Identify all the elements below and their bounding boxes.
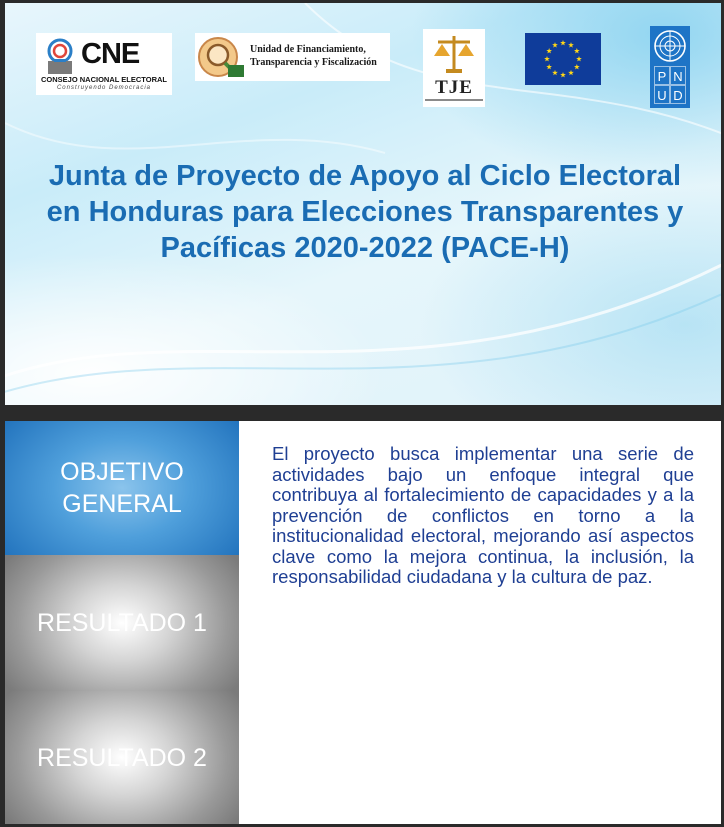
objective-description: El proyecto busca implementar una serie de actividades bajo un enfoque integral que contribuya al fortalecimiento de capacidades y a la prevención de conflictos en torno a la institucionalidad electoral, mejorando así aspectos clave como la mejora continua, la inclusión, la responsabilidad ciudadana y la cultura de paz. [272, 443, 694, 587]
pnud-logo [650, 26, 690, 108]
cne-logo [36, 33, 172, 95]
objetivo-general-tile [5, 421, 239, 555]
ufs-logo-text [250, 43, 388, 69]
resultado-1-tile [5, 555, 239, 691]
tje-logo-underline [425, 99, 483, 101]
resultado-1-label: RESULTADO 1 [37, 609, 207, 637]
eu-star [552, 70, 558, 75]
objetivo-general-label: OBJETIVO GENERAL [60, 458, 184, 518]
eu-star [576, 56, 582, 61]
eu-flag-icon [525, 33, 601, 85]
resultado-2-label: RESULTADO 2 [37, 743, 207, 772]
ufs-logo-line1: Unidad de Financiamiento, [250, 44, 366, 55]
tje-logo [423, 29, 485, 107]
eu-star [560, 40, 566, 45]
cne-logo-tagline: Construyendo Democracia [56, 85, 152, 91]
eu-star [568, 42, 574, 47]
eu-star [568, 70, 574, 75]
objective-slide [5, 421, 721, 824]
eu-star [552, 42, 558, 47]
slide-title: Junta de Proyecto de Apoyo al Ciclo Electoral en Honduras para Elecciones Transparentes y Pacíficas 2020-2022 (PACE-H) [46, 160, 684, 264]
pnud-letter-n: N [670, 66, 686, 85]
pnud-letter-p: P [654, 66, 670, 85]
eu-star [574, 64, 580, 69]
pnud-letters [654, 66, 686, 104]
magnifier-seal-icon [198, 35, 246, 79]
eu-star [546, 48, 552, 53]
title-slide [5, 3, 721, 405]
tje-logo-name: TJE [435, 77, 473, 98]
pnud-letter-u: U [654, 85, 670, 104]
ufs-logo [195, 33, 390, 81]
scales-of-justice-icon [432, 32, 476, 76]
cne-logo-subtitle: CONSEJO NACIONAL ELECTORAL [41, 75, 167, 84]
resultado-2-tile [5, 691, 239, 824]
eu-star [546, 64, 552, 69]
eu-star [560, 72, 566, 77]
un-emblem-icon [653, 29, 687, 63]
cne-logo-name: CNE [81, 38, 140, 70]
pnud-letter-d: D [670, 85, 686, 104]
ufs-logo-line2: Transparencia y Fiscalización [250, 57, 377, 68]
eu-star [574, 48, 580, 53]
eu-flag-logo [525, 33, 601, 85]
eu-star [544, 56, 550, 61]
ballot-box-icon [40, 37, 80, 77]
